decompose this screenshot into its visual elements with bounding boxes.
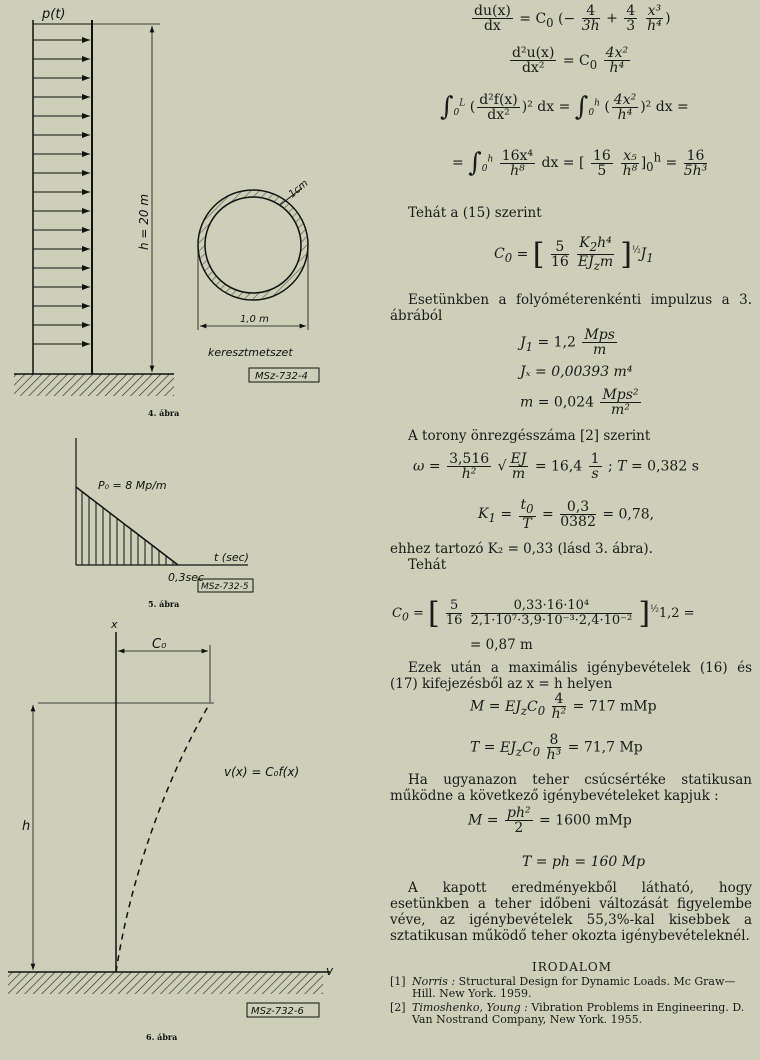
- stamp-fig5: MSz-732-5: [201, 582, 249, 592]
- equation-6: $J_1 = 1,2$ $\frac{\text{Mps}}{m}$: [520, 327, 615, 358]
- load-hatch: [82, 492, 173, 565]
- tube-inner: [205, 197, 301, 293]
- text-impulzus: Esetünkben a folyóméterenkénti impulzus a 3. ábrából: [390, 292, 752, 324]
- load-label: p(t): [42, 7, 66, 22]
- c0-label: C₀: [152, 637, 167, 652]
- text-tehat-15: Tehát a (15) szerint: [408, 205, 542, 221]
- equation-10: $K_1$ = $\frac{t_0}{T}$ = $\frac{0,3}{0382}$ = 0,78,: [478, 497, 655, 532]
- equation-3: $\int_0^L$ ( $\frac{\text{d²f(x)}}{\text{dx²}}$ )² dx = $\int_0^h$ ( $\frac{\text{4x²}}{\text{h⁴}}$ )² dx =: [440, 91, 689, 123]
- text-statikus: Ha ugyanazon teher csúcsértéke statikusan működne a következő igénybevételeket kapjuk :: [390, 772, 752, 804]
- x-axis-label: x: [111, 618, 118, 631]
- ground-hatch: [14, 374, 174, 396]
- text-onrezges: A torony önrezgésszáma [2] szerint: [408, 428, 651, 444]
- curve-label: v(x) = C₀f(x): [224, 765, 300, 779]
- stamp-fig4: MSz-732-4: [255, 371, 308, 382]
- equation-12: $M = EJ_zC_0$ $\frac{4}{\text{h²}}$ = 717 mMp: [470, 691, 657, 722]
- diameter-label: 1,0 m: [240, 314, 269, 325]
- duration-label: 0,3sec: [168, 571, 205, 584]
- references-heading: IRODALOM: [532, 960, 612, 974]
- load-decay-line: [76, 487, 178, 565]
- equation-1: $\frac{du(x)}{dx}$ = $C_0$ (− $\frac{4}{3h}$ + $\frac{4}{3}$ $\frac{\text{x³}}{\text{h⁴}}$ ): [474, 3, 671, 34]
- caption-fig6: 6. ábra: [146, 1032, 178, 1042]
- wall-thickness-label: 1cm: [286, 177, 311, 201]
- caption-fig4: 4. ábra: [148, 408, 180, 418]
- equation-14: M = $\frac{\text{ph²}}{2}$ = 1600 mMp: [468, 805, 632, 836]
- text-c0-result: = 0,87 m: [470, 637, 533, 653]
- equation-9: ω = $\frac{3,516}{\text{h²}}$ √ $\frac{EJ}{m}$ = 16,4 $\frac{1}{s}$ ; T = 0,382 s: [413, 451, 699, 482]
- reference-1: [1] Norris : Structural Design for Dynamic Loads. Mc Graw—Hill. New York. 1959.: [390, 975, 736, 1000]
- h-label: h: [22, 819, 31, 834]
- equation-11: $C_0$ = [ $\frac{5}{16}$ $\frac{\text{0,33·16·10⁴}}{\text{2,1·10⁷·3,9·10⁻³·2,4·10⁻²}}$ ]$^{\frac{1}{2}}$1,2 =: [392, 596, 695, 631]
- equation-4: = $\int_0^h$ $\frac{\text{16x⁴}}{\text{h⁸}}$ dx = [ $\frac{16}{5}$ $\frac{\text{x₅}}{\text{h⁸}}$ ]$_0^h$ = $\frac{16}{\text{5h³}}$: [452, 147, 708, 179]
- deflection-curve: [116, 703, 210, 972]
- load-arrows: [33, 40, 90, 344]
- figure-5: [76, 438, 253, 609]
- initial-load-label: P₀ = 8 Mp/m: [98, 479, 167, 492]
- time-axis-label: t (sec): [214, 551, 249, 564]
- equation-5: $C_0$ = [ $\frac{5}{16}$ $\frac{K_2h^4}{EJ_zm}$ ]$^{\frac{1}{2}}J_1$: [494, 235, 654, 273]
- height-label: h = 20 m: [137, 193, 151, 250]
- equation-15: T = ph = 160 Mp: [522, 854, 646, 870]
- figure-6: [8, 618, 334, 1042]
- ground-hatch-6: [8, 972, 323, 994]
- text-maximalis: Ezek után a maximális igénybevételek (16) és (17) kifejezésből az x = h helyen: [390, 660, 752, 692]
- equation-8: m = 0,024 $\frac{\text{Mps²}}{\text{m²}}$: [520, 387, 639, 418]
- equation-2: $\frac{\text{d²u(x)}}{\text{dx²}}$ = $C_0$ $\frac{\text{4x²}}{\text{h⁴}}$: [512, 45, 629, 76]
- v-axis-label: v: [326, 964, 334, 978]
- figure-4: [14, 7, 319, 418]
- section-label: keresztmetszet: [208, 346, 293, 359]
- equation-13: $T = EJ_zC_0$ $\frac{8}{\text{h³}}$ = 71,7 Mp: [470, 732, 643, 763]
- reference-2: [2] Timoshenko, Young : Vibration Problems in Engineering. D. Van Nostrand Company, New York. 1955.: [390, 1001, 745, 1026]
- text-konkluzio: A kapott eredményekből látható, hogy esetünkben a teher időbeni változását figyelembe véve, az igénybevételek 55,3%-kal kisebbek a sztatikusan működő teher okozta igénybevételeknél.: [390, 880, 752, 944]
- text-k2: ehhez tartozó K₂ = 0,33 (lásd 3. ábra).: [390, 541, 653, 557]
- text-tehat: Tehát: [408, 557, 447, 573]
- stamp-fig6: MSz-732-6: [251, 1006, 304, 1017]
- caption-fig5: 5. ábra: [148, 599, 180, 609]
- equation-7: Jₓ = 0,00393 m⁴: [520, 364, 633, 380]
